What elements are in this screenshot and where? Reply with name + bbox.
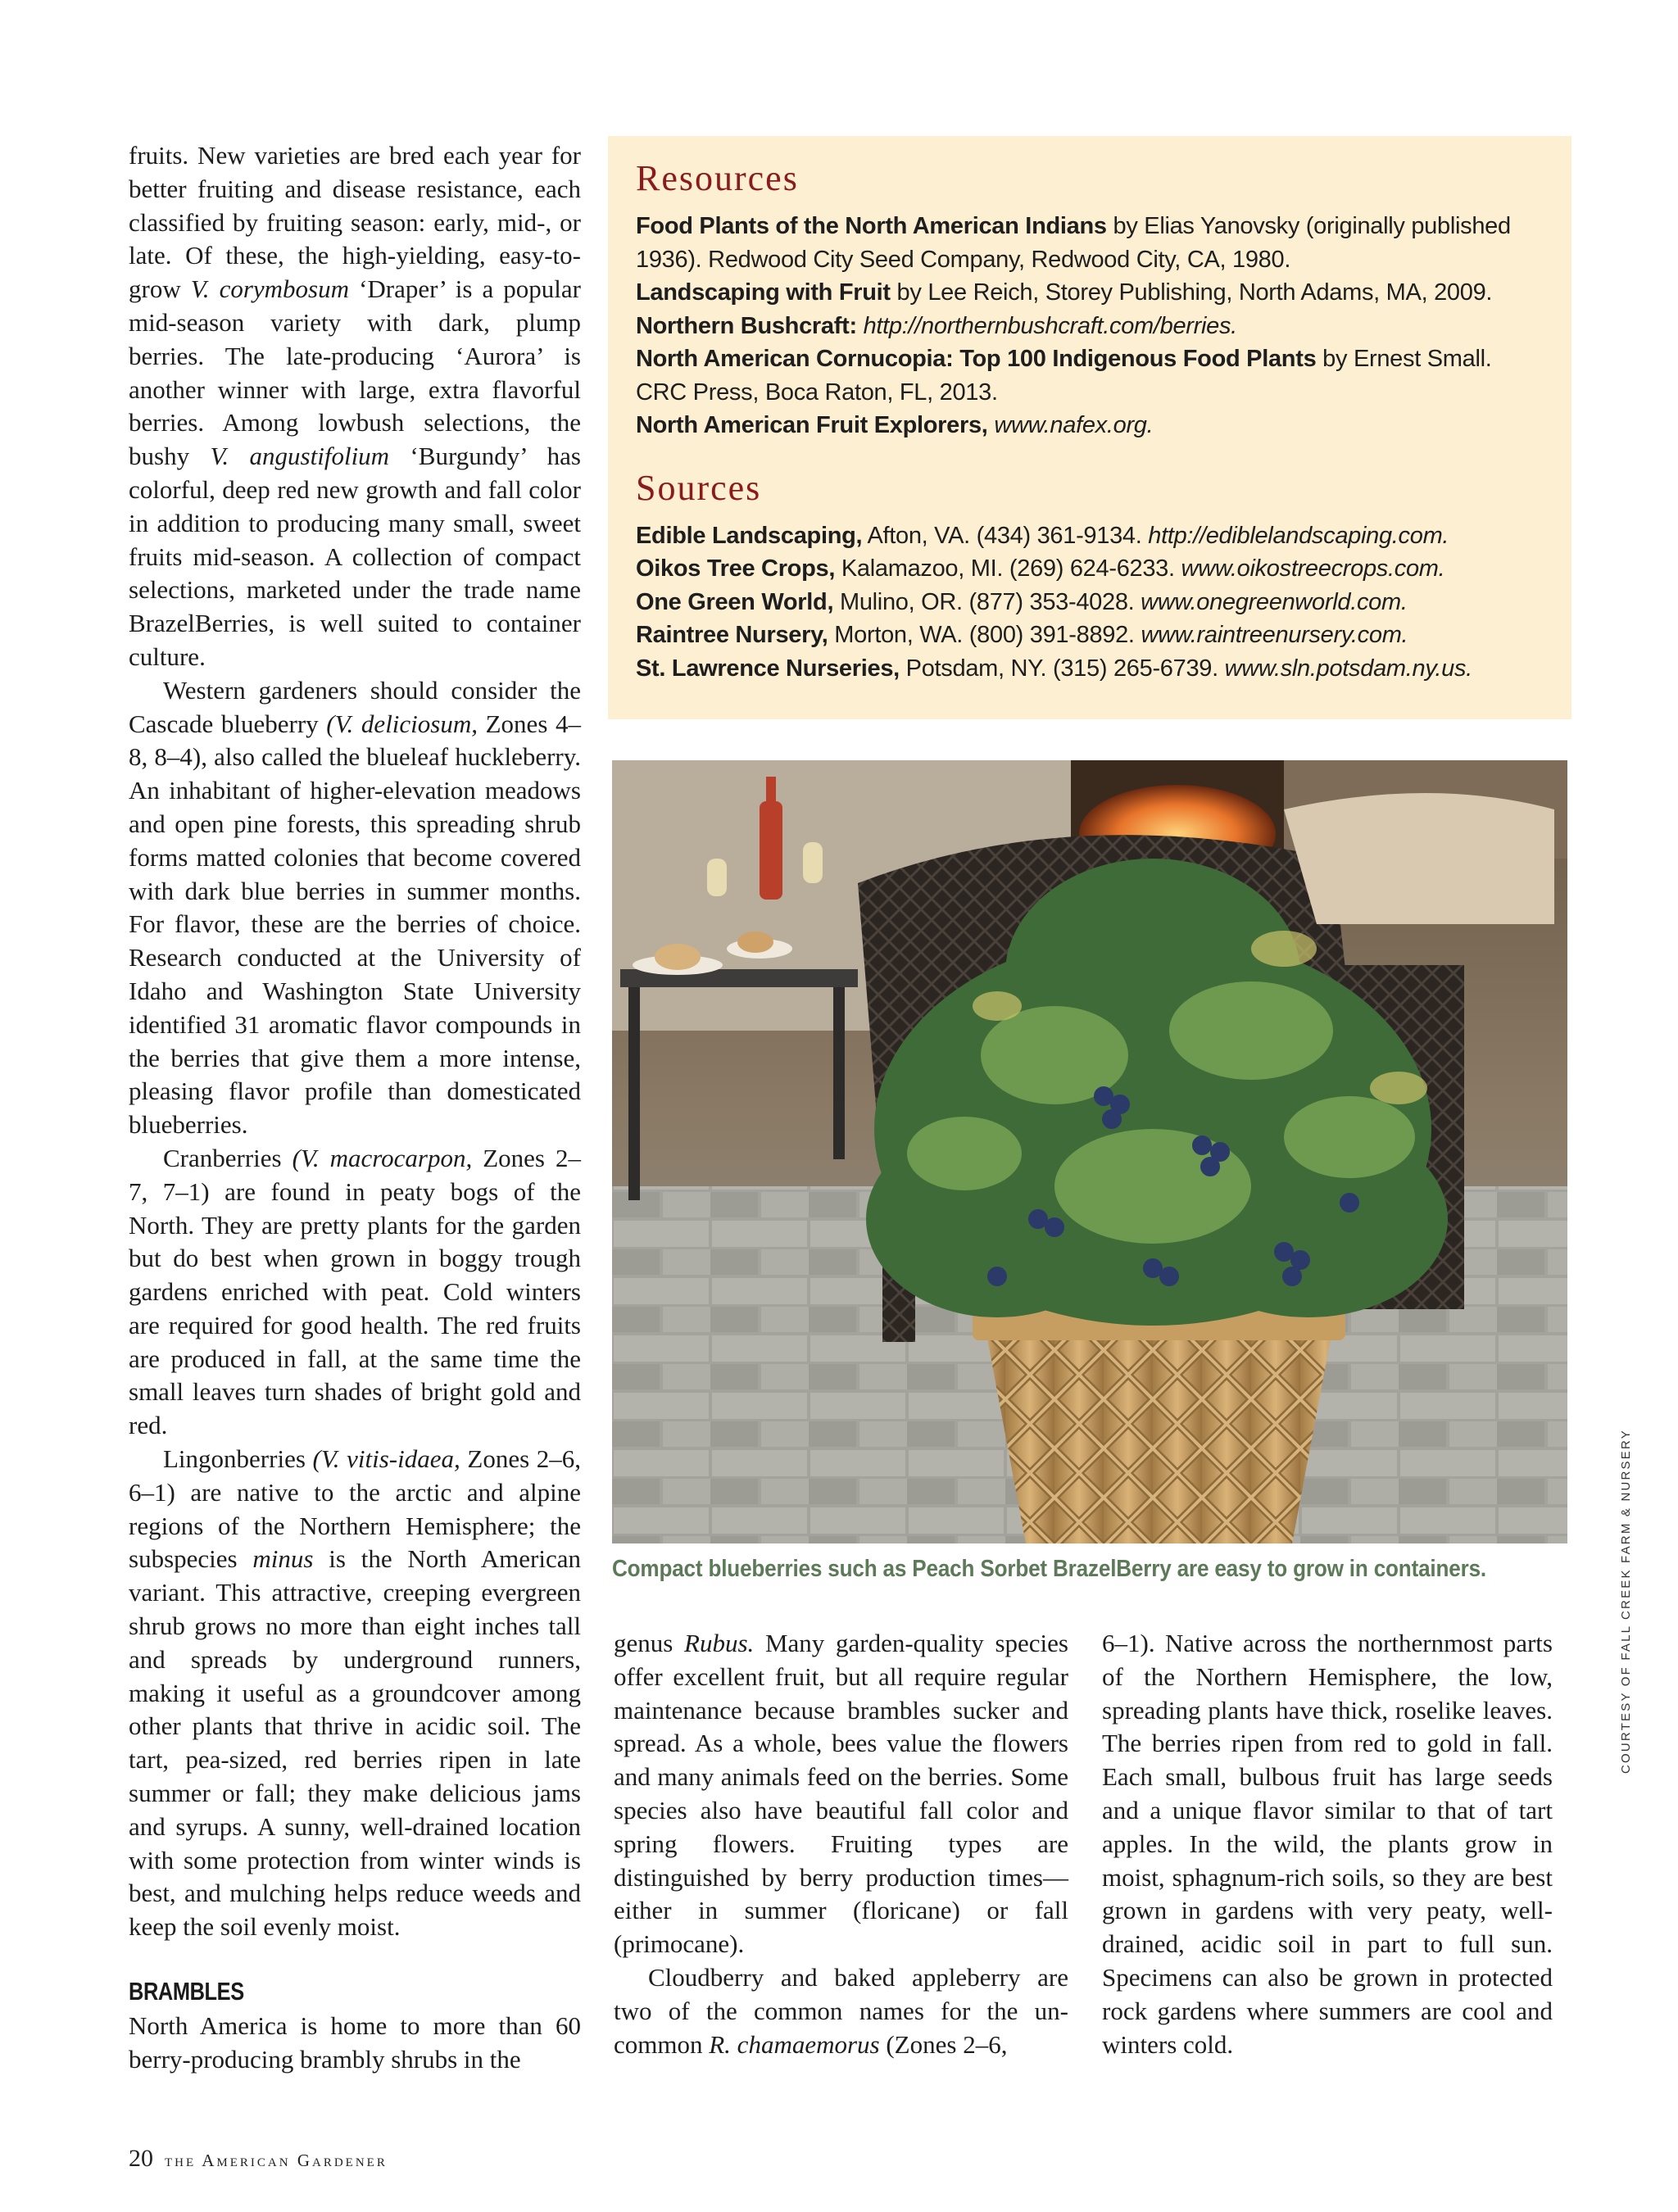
article-column-2 bbox=[614, 1627, 1068, 2061]
photo-credit: COURTESY OF FALL CREEK FARM & NURSERY bbox=[1619, 1429, 1633, 1774]
paragraph: Lingonberries (V. vitis-idaea, Zones 2–6, 6–1) are native to the arctic and alpine regions of the Northern Hemisphere; the subspecies minus is the North American variant. This attractive, creeping evergreen shrub grows no more than eight inches tall and spreads by underground runners, making it useful as a groundcover among other plants that thrive in acidic soil. The tart, pea-sized, red berries ripen in late summer or fall; they make delicious jams and syrups. A sunny, well-drained location with some protection from winter winds is best, and mulching helps reduce weeds and keep the soil evenly moist. bbox=[129, 1444, 582, 1942]
sources-heading: Sources bbox=[636, 467, 762, 508]
paragraph: Cranberries (V. macrocarpon, Zones 2–7, 7–1) are found in peaty bogs of the North. They are pretty plants for the garden but do best when grown in boggy trough gardens enriched with peat. Cold winters are required for good health. The red fruits are produced in fall, at the same time the small leaves turn shades of bright gold and red. bbox=[129, 1143, 581, 1440]
paragraph: Cloudberry and baked appleberry are two of the common names for the uncommon R. chamaemorus (Zones 2–6, bbox=[614, 1962, 1068, 2059]
photo-caption: Compact blueberries such as Peach Sorbet BrazelBerry are easy to grow in containers. bbox=[612, 1556, 1486, 1582]
resource-entry: Food Plants of the North American Indians by Elias Yanovsky (originally published 1936). Redwood City Seed Company, Redwood City, CA, 1980. bbox=[636, 213, 1511, 273]
source-entry: St. Lawrence Nurseries, Potsdam, NY. (315) 265-6739. www.sln.potsdam.ny.us. bbox=[636, 655, 1472, 682]
resource-entry: Landscaping with Fruit by Lee Reich, Storey Publishing, North Adams, MA, 2009. bbox=[636, 279, 1493, 306]
photo-illustration bbox=[612, 760, 1567, 1543]
paragraph: fruits. New varieties are bred each year for better fruiting and disease resistance, each classified by fruiting season: early, mid-, or late. Of these, the high-yielding, easy-to-grow V. corymbosum ‘Draper’ is a popular mid-season variety with dark, plump berries. The late-producing ‘Aurora’ is another winner with large, extra flavorful berries. Among lowbush selections, the bushy V. angustifolium ‘Burgundy’ has colorful, deep red new growth and fall color in addition to producing many small, sweet fruits mid-season. A collection of compact selections, marketed under the trade name BrazelBerries, is well suited to container culture. bbox=[129, 141, 581, 671]
page-footer bbox=[129, 2145, 388, 2173]
blueberry-container-photo bbox=[612, 760, 1567, 1543]
resource-entry: Northern Bushcraft: http://northernbushcraft.com/berries. bbox=[636, 312, 1237, 339]
source-entry: One Green World, Mulino, OR. (877) 353-4028. www.onegreenworld.com. bbox=[636, 588, 1408, 615]
paragraph: North America is home to more than 60 berry-producing brambly shrubs in the bbox=[129, 2011, 581, 2074]
resources-heading: Resources bbox=[636, 158, 799, 198]
article-column-1 bbox=[129, 139, 581, 2077]
section-heading-brambles: BRAMBLES bbox=[129, 1977, 244, 2006]
resources-sidebar bbox=[608, 136, 1571, 719]
page-number: 20 bbox=[129, 2145, 153, 2172]
paragraph: 6–1). Native across the northernmost parts of the Northern Hemisphere, the low, spreading plants have thick, roselike leaves. The berries ripen from red to gold in fall. Each small, bulbous fruit has large seeds and a unique flavor similar to that of tart apples. In the wild, the plants grow in moist, sphagnum-rich soils, so they are best grown in gardens with very peaty, well-drained, acidic soil in part to full sun. Specimens can also be grown in protected rock gardens where summers are cool and winters cold. bbox=[1102, 1629, 1553, 2059]
paragraph: Western gardeners should consider the Cascade blueberry (V. deliciosum, Zones 4–8, 8–4), also called the blueleaf huckleberry. An inhabitant of higher-elevation meadows and open pine forests, this spreading shrub forms matted colonies that become covered with dark blue berries in summer months. For flavor, these are the berries of choice. Research conducted at the University of Idaho and Washington State University identified 31 aromatic flavor compounds in the berries that give them a more intense, pleasing flavor profile than domesticated blueberries. bbox=[129, 675, 581, 1140]
sources-list bbox=[636, 519, 1547, 686]
source-entry: Oikos Tree Crops, Kalamazoo, MI. (269) 624-6233. www.oikostreecrops.com. bbox=[636, 555, 1445, 582]
article-column-3 bbox=[1102, 1627, 1553, 2061]
magazine-name: the American Gardener bbox=[165, 2151, 388, 2170]
source-entry: Edible Landscaping, Afton, VA. (434) 361-9134. http://ediblelandscaping.com. bbox=[636, 522, 1449, 549]
paragraph: genus Rubus. Many garden-quality species offer excellent fruit, but all require regular maintenance because brambles sucker and spread. As a whole, bees value the flowers and many animals feed on the berries. Some species also have beautiful fall color and spring flowers. Fruiting types are distinguished by berry production times—either in summer (floricane) or fall (primocane). bbox=[614, 1629, 1068, 1959]
resources-list bbox=[636, 210, 1547, 442]
resource-entry: North American Cornucopia: Top 100 Indigenous Food Plants by Ernest Small. CRC Press, Boca Raton, FL, 2013. bbox=[636, 346, 1492, 406]
source-entry: Raintree Nursery, Morton, WA. (800) 391-8892. www.raintreenursery.com. bbox=[636, 622, 1408, 648]
resource-entry: North American Fruit Explorers, www.nafex.org. bbox=[636, 412, 1154, 438]
